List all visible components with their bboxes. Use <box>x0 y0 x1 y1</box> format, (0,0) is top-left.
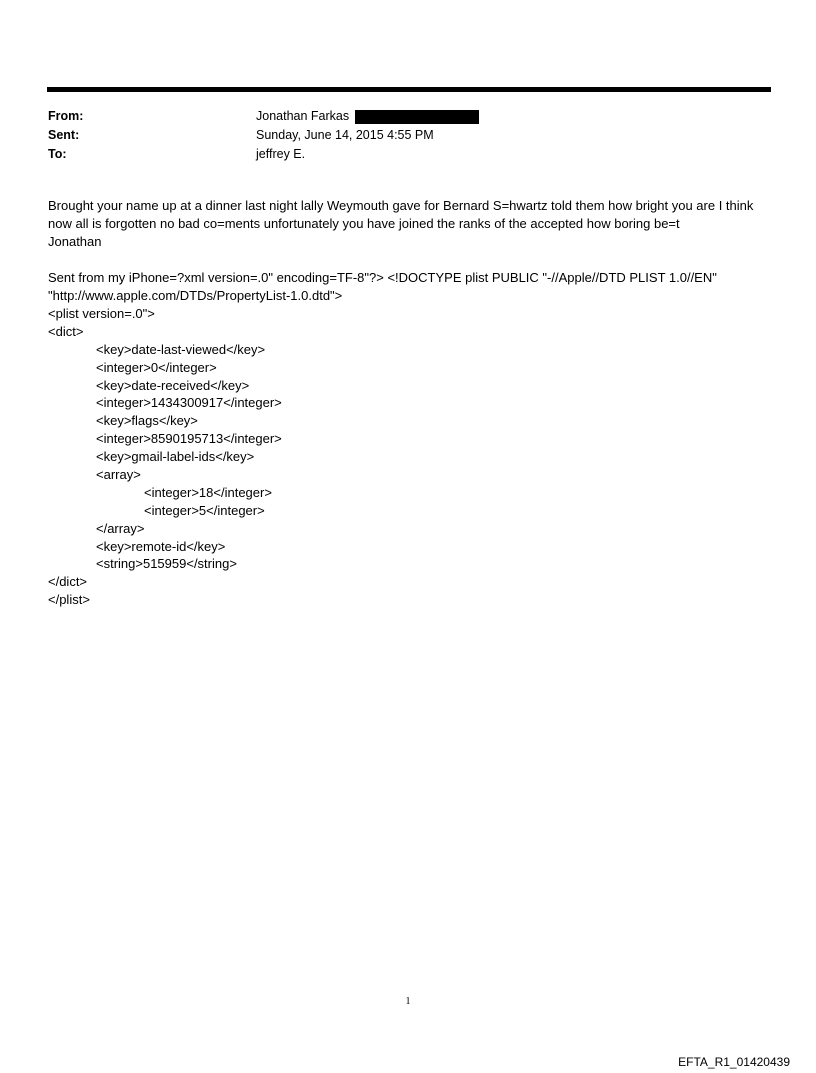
plist-line: <key>flags</key> <box>96 413 198 429</box>
to-label: To: <box>48 147 67 161</box>
plist-line: <integer>5</integer> <box>144 502 265 518</box>
to-row <box>48 145 768 164</box>
from-name: Jonathan Farkas <box>256 109 350 123</box>
plist-line: </plist> <box>48 592 90 608</box>
message-body: Brought your name up at a dinner last night lally Weymouth gave for Bernard S=hwartz told them how bright you are I think now all is forgotten no bad co=ments unfortunately you have joined the ranks of the accepted how boring be=t <box>48 198 754 231</box>
plist-line: <integer>0</integer> <box>96 359 217 375</box>
sent-from-line: Sent from my iPhone=?xml version=.0" encoding=TF-8"?> <!DOCTYPE plist PUBLIC "-//Apple//DTD PLIST 1.0//EN" "http://www.apple.com/DTDs/PropertyList-1.0.dtd"> <box>48 270 717 303</box>
plist-line: <integer>1434300917</integer> <box>96 395 282 411</box>
sent-row <box>48 126 768 145</box>
top-divider <box>47 87 771 92</box>
document-id: EFTA_R1_01420439 <box>678 1055 790 1069</box>
page-number: 1 <box>405 996 411 1007</box>
plist-line: <key>date-last-viewed</key> <box>96 341 266 357</box>
email-header <box>48 107 768 164</box>
plist-line: </dict> <box>48 574 88 590</box>
plist-line: <integer>8590195713</integer> <box>96 431 282 447</box>
from-row <box>48 107 768 126</box>
plist-line: <key>date-received</key> <box>96 377 250 393</box>
from-label: From: <box>48 109 84 123</box>
sent-label: Sent: <box>48 128 80 142</box>
from-value <box>256 107 479 126</box>
redaction-box <box>355 110 479 124</box>
to-value: jeffrey E. <box>256 147 306 161</box>
sent-value: Sunday, June 14, 2015 4:55 PM <box>256 128 434 142</box>
plist-line: <dict> <box>48 323 84 339</box>
plist-line: </array> <box>96 520 145 536</box>
plist-line: <key>remote-id</key> <box>96 538 226 554</box>
plist-line: <key>gmail-label-ids</key> <box>96 449 255 465</box>
plist-line: <integer>18</integer> <box>144 484 272 500</box>
plist-line: <string>515959</string> <box>96 556 237 572</box>
plist-block <box>48 305 282 609</box>
signature: Jonathan <box>48 234 102 249</box>
plist-line: <plist version=.0"> <box>48 306 155 321</box>
plist-line: <array> <box>96 467 141 483</box>
